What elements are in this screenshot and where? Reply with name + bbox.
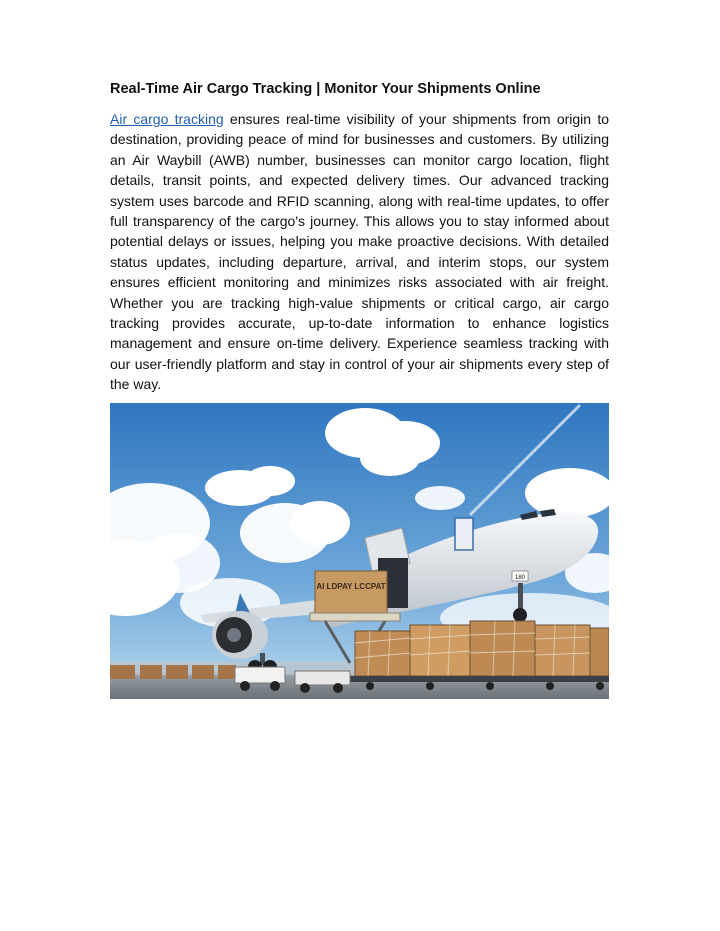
- cargo-plane-illustration: [110, 403, 609, 699]
- cabin-door: [455, 518, 473, 550]
- page-title: Real-Time Air Cargo Tracking | Monitor Your Shipments Online: [110, 81, 541, 97]
- air-cargo-tracking-link[interactable]: Air cargo tracking: [110, 111, 224, 127]
- body-paragraph: [110, 109, 609, 395]
- tail-number: 180: [514, 575, 526, 581]
- pallet-dolly: [350, 676, 609, 682]
- cargo-crate: [315, 571, 387, 613]
- cargo-plane-photo: [110, 403, 609, 699]
- crate-label: AI LDPAY LCCPAT: [316, 582, 386, 591]
- cargo-loader: [310, 613, 400, 621]
- tug-vehicle: [235, 667, 285, 683]
- paragraph-text: ensures real-time visibility of your shipments from origin to destination, providing peace of mind for businesses and customers. By utilizing an Air Waybill (AWB) number, businesses can monitor cargo location, flight details, transit points, and expected delivery times. Our advanced tracking system uses barcode and RFID scanning, along with real-time updates, to offer full transparency of the cargo's journey. This allows you to stay informed about potential delays or issues, helping you make proactive decisions. With detailed status updates, including departure, arrival, and interim stops, our system ensures efficient monitoring and minimizes risks associated with air freight. Whether you are tracking high-value shipments or critical cargo, air cargo tracking provides accurate, up-to-date information to enhance logistics management and ensure on-time delivery. Experience seamless tracking with our user-friendly platform and stay in control of your air shipments every step of the way.: [110, 111, 609, 393]
- service-truck: [295, 671, 350, 685]
